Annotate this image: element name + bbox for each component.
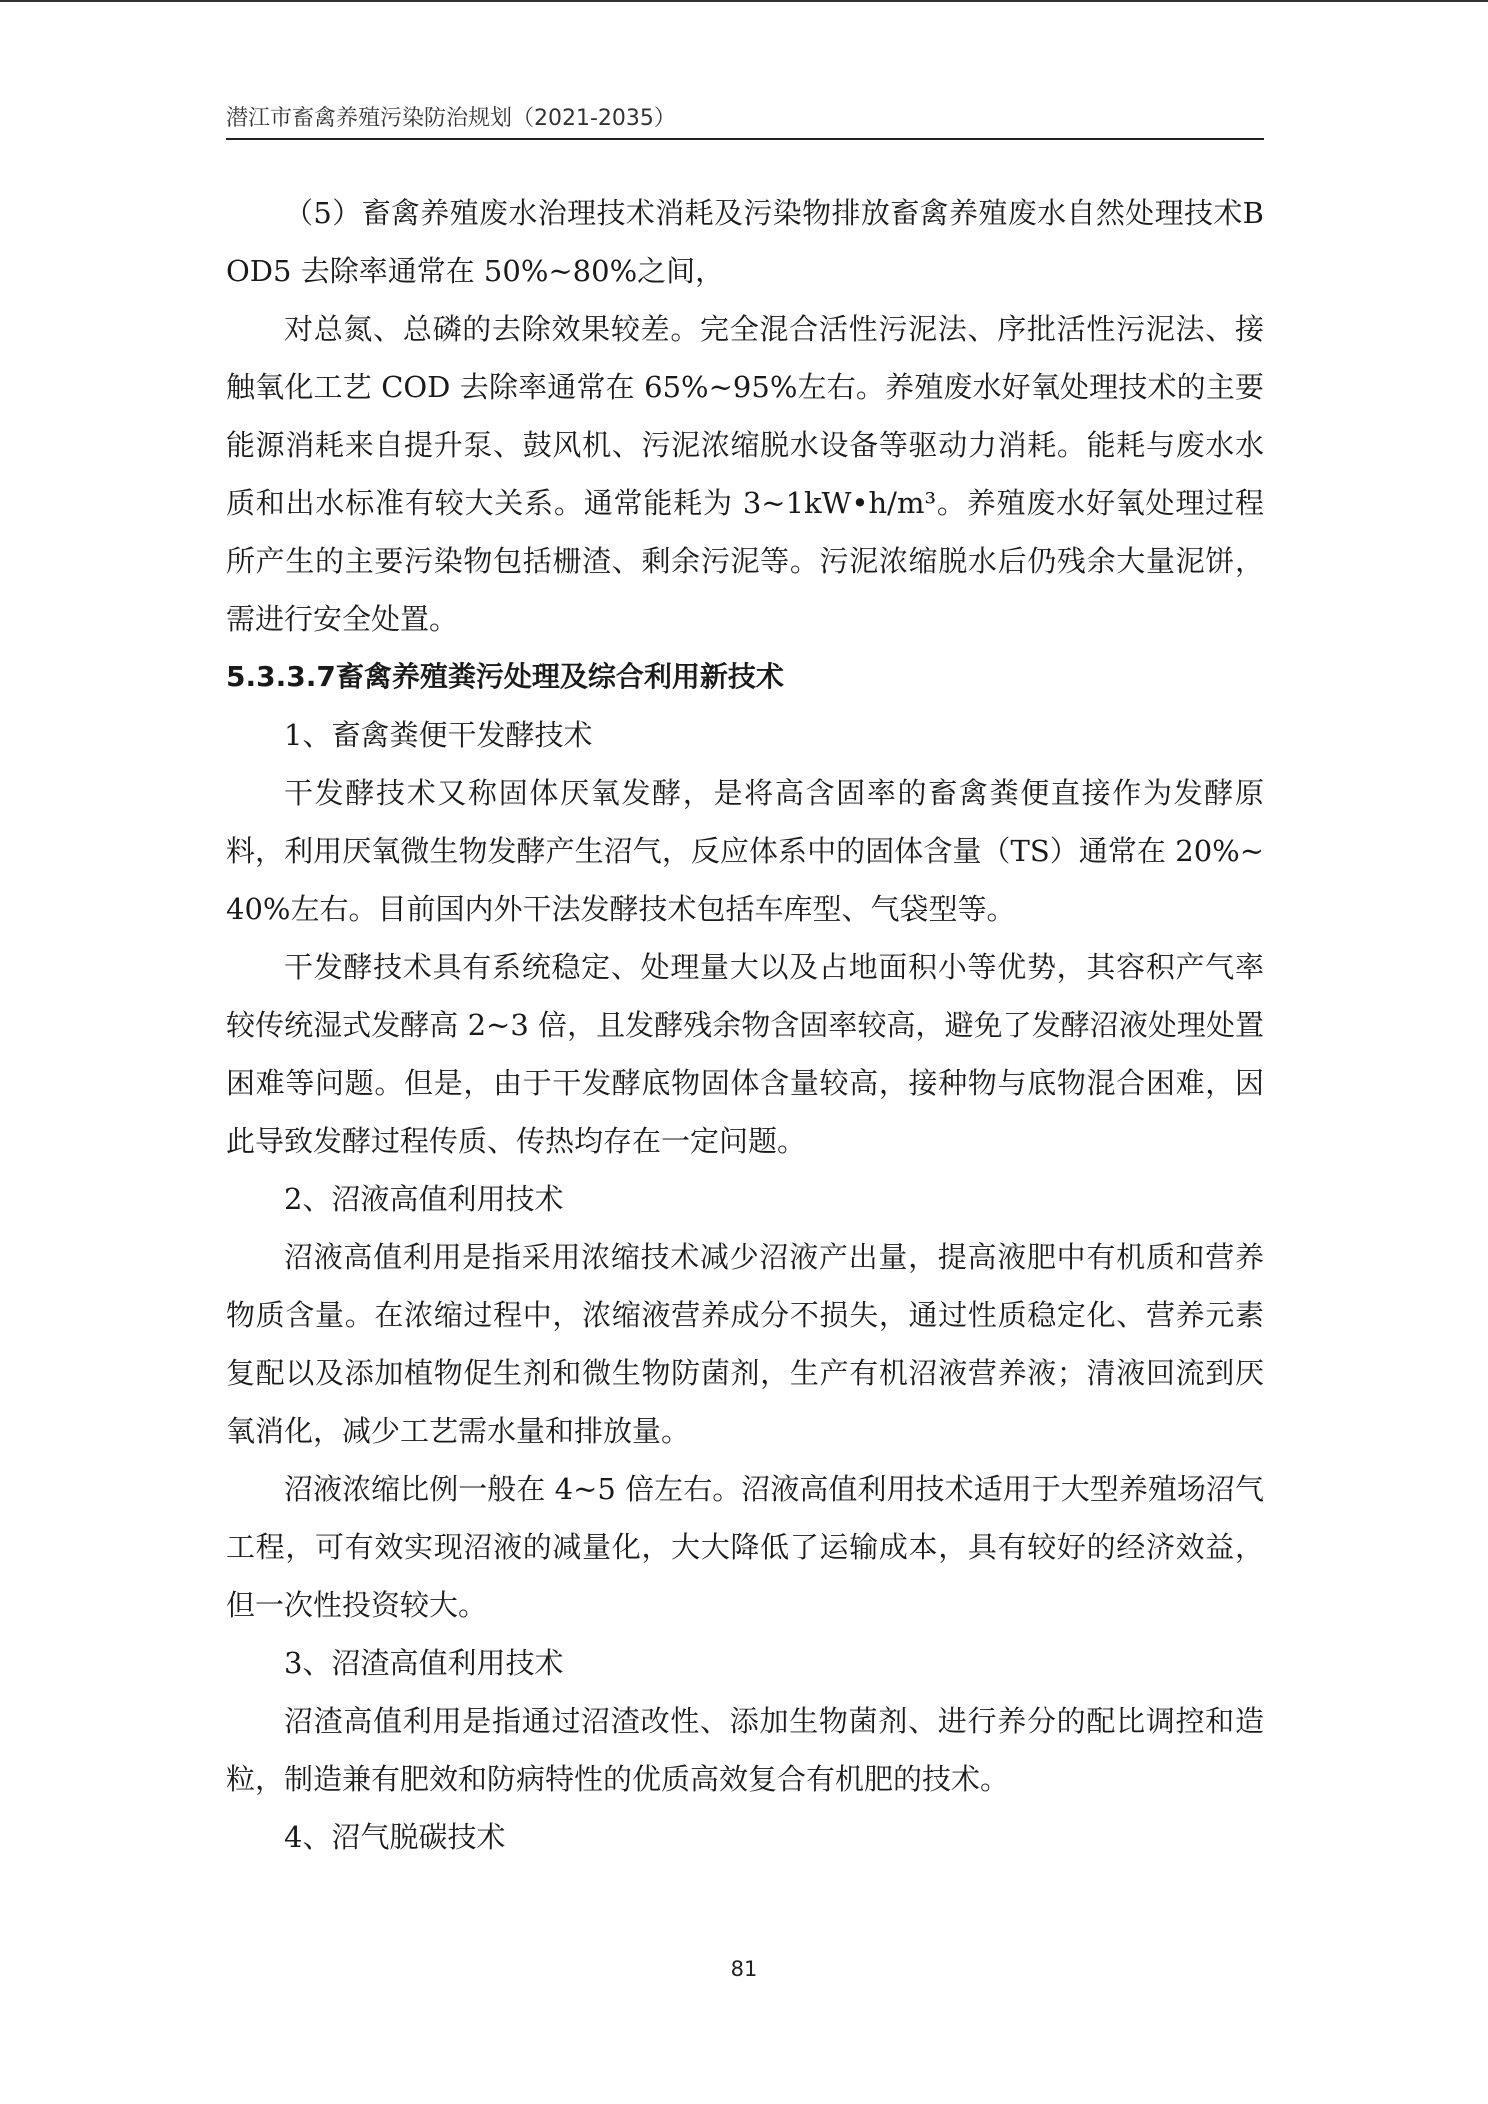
page-number: 81 [730,1957,758,1981]
paragraph-dry-fermentation-advantages: 干发酵技术具有系统稳定、处理量大以及占地面积小等优势，其容积产气率较传统湿式发酵高 2~3 倍，且发酵残余物含固率较高，避免了发酵沼液处理处置困难等问题。但是，由于干发酵底物固体含量较高，接种物与底物混合困难，因此导致发酵过程传质、传热均存在一定问题。 [226,950,1264,1158]
paragraph-dry-fermentation-definition: 干发酵技术又称固体厌氧发酵，是将高含固率的畜禽粪便直接作为发酵原料，利用厌氧微生物发酵产生沼气，反应体系中的固体含量（TS）通常在 20%~40%左右。目前国内外干法发酵技术包括车库型、气袋型等。 [226,776,1264,926]
item-title-dry-fermentation: 1、畜禽粪便干发酵技术 [284,718,593,752]
header-rule [226,138,1264,140]
page-top-border [0,0,1488,2]
running-header: 潜江市畜禽养殖污染防治规划（2021-2035） [226,106,676,131]
document-body [226,184,1264,1866]
section-heading: 5.3.3.7畜禽养殖粪污处理及综合利用新技术 [226,660,784,693]
paragraph-biogas-slurry-ratio: 沼液浓缩比例一般在 4~5 倍左右。沼液高值利用技术适用于大型养殖场沼气工程，可有效实现沼液的减量化，大大降低了运输成本，具有较好的经济效益，但一次性投资较大。 [226,1472,1264,1622]
paragraph-wastewater-treatment-consumption: （5）畜禽养殖废水治理技术消耗及污染物排放畜禽养殖废水自然处理技术BOD5 去除率通常在 50%~80%之间， [226,196,1264,288]
paragraph-nitrogen-phosphorus-removal: 对总氮、总磷的去除效果较差。完全混合活性污泥法、序批活性污泥法、接触氧化工艺 COD 去除率通常在 65%~95%左右。养殖废水好氧处理技术的主要能源消耗来自提升泵、鼓风机、污泥浓缩脱水设备等驱动力消耗。能耗与废水水质和出水标准有较大关系。通常能耗为 3~1kW•h/m³。养殖废水好氧处理过程所产生的主要污染物包括栅渣、剩余污泥等。污泥浓缩脱水后仍残余大量泥饼，需进行安全处置。 [226,312,1264,636]
item-title-biogas-residue: 3、沼渣高值利用技术 [284,1646,564,1680]
paragraph-biogas-residue-definition: 沼渣高值利用是指通过沼渣改性、添加生物菌剂、进行养分的配比调控和造粒，制造兼有肥效和防病特性的优质高效复合有机肥的技术。 [226,1704,1264,1796]
item-title-biogas-slurry: 2、沼液高值利用技术 [284,1182,564,1216]
item-title-biogas-decarbonization: 4、沼气脱碳技术 [284,1820,506,1854]
paragraph-biogas-slurry-definition: 沼液高值利用是指采用浓缩技术减少沼液产出量，提高液肥中有机质和营养物质含量。在浓缩过程中，浓缩液营养成分不损失，通过性质稳定化、营养元素复配以及添加植物促生剂和微生物防菌剂，生产有机沼液营养液；清液回流到厌氧消化，减少工艺需水量和排放量。 [226,1240,1264,1448]
